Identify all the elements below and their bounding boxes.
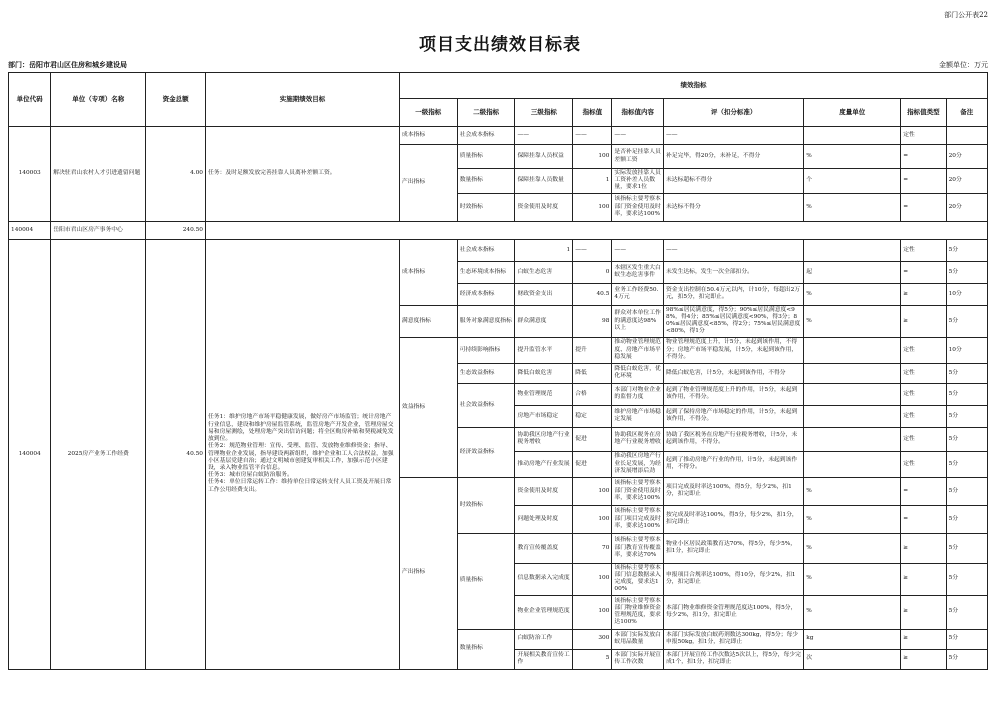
amount-cell: 240.50 bbox=[146, 221, 206, 239]
level2-cell: 质量指标 bbox=[457, 145, 515, 169]
type-cell: 定性 bbox=[901, 337, 946, 363]
measure-cell: % bbox=[804, 145, 901, 169]
level3-cell: 协助我区房地产行业税务增收 bbox=[515, 427, 573, 451]
content-cell: 该指标主要考察本部门项目完成及时率，要求达100% bbox=[612, 505, 664, 533]
measure-cell bbox=[804, 337, 901, 363]
note-cell: 5分 bbox=[946, 595, 987, 629]
level2-cell: 社会效益指标 bbox=[457, 383, 515, 427]
content-cell: 维护房地产市场稳定发展 bbox=[612, 405, 664, 427]
performance-table bbox=[8, 72, 988, 670]
value-cell: 提升 bbox=[573, 337, 612, 363]
type-cell: ≥ bbox=[901, 283, 946, 305]
type-cell: ≥ bbox=[901, 649, 946, 669]
content-cell: 本部门实际发放白蚁用品数量 bbox=[612, 629, 664, 649]
level3-cell: 资金使用及时度 bbox=[515, 193, 573, 221]
measure-cell: % bbox=[804, 283, 901, 305]
target-cell: 任务1：维护房地产市场平稳健康发展，做好房产市场监管；统计房地产行业信息，建设和维护房屋监管系统，监管房地产开发企业，管理房屋交易和房屋测绘，处理房地产突出信访问题；将全区购房补贴和契税减免发放到位。 任务2：规范物业管理：宣传、受理、监管、发放物业维修资金；指导、管理物业企业发展，指导建设两新组织，维护企业和工人合法权益，加强小区基层党建自治；通过文明城市创建复审相关工作，加强示范小区建设，录入物业监管平台信息。 任务3：城市房屋白蚁防治服务。 任务4：单位日常运转工作：维持单位日常运转支付人员工资及开展日常工作公用经费支出。 bbox=[206, 239, 400, 669]
level2-cell: 时效指标 bbox=[457, 193, 515, 221]
measure-cell: % bbox=[804, 533, 901, 563]
content-cell: —— bbox=[612, 127, 664, 145]
content-cell: 本部门实际开展宣传工作次数 bbox=[612, 649, 664, 669]
score-cell: 协助了我区税务在房地产行业税务增收，计5分，未起到该作用，不得分。 bbox=[663, 427, 803, 451]
content-cell: 本部门对物业企业的监督力度 bbox=[612, 383, 664, 405]
measure-cell bbox=[804, 451, 901, 477]
note-cell: 5分 bbox=[946, 363, 987, 383]
note-cell: 5分 bbox=[946, 239, 987, 261]
value-cell: 100 bbox=[573, 563, 612, 595]
note-cell: 5分 bbox=[946, 383, 987, 405]
note-cell: 10分 bbox=[946, 337, 987, 363]
value-cell: 100 bbox=[573, 193, 612, 221]
value-cell: 40.5 bbox=[573, 283, 612, 305]
header-target: 实施期绩效目标 bbox=[206, 73, 400, 127]
level3-cell: 白蚁防治工作 bbox=[515, 629, 573, 649]
level3-cell: 推动房地产行业发展 bbox=[515, 451, 573, 477]
content-cell: 该指标主要考察本部门教育宣传覆盖率，要求达70% bbox=[612, 533, 664, 563]
content-cell: 该指标主要考察本部门资金使用及时率，要求达100% bbox=[612, 193, 664, 221]
type-cell: ≥ bbox=[901, 533, 946, 563]
value-cell: —— bbox=[573, 239, 612, 261]
level3-cell: 提升监管水平 bbox=[515, 337, 573, 363]
header-level3: 三级指标 bbox=[515, 99, 573, 127]
value-cell: 100 bbox=[573, 505, 612, 533]
level3-cell: 信息数据录入完成度 bbox=[515, 563, 573, 595]
amount-cell: 4.00 bbox=[146, 127, 206, 222]
measure-cell: kg bbox=[804, 629, 901, 649]
level1-cell: 成本指标 bbox=[399, 239, 457, 305]
score-cell: 本部门实际发放白蚁药剂数达300kg，得5分；每少申报50kg，扣1分，扣完即止 bbox=[663, 629, 803, 649]
level2-cell: 可持续影响指标 bbox=[457, 337, 515, 363]
table-row bbox=[9, 221, 988, 239]
score-cell: 物业小区居民政策教育达70%，得5分，每少5%，扣1分，扣完即止 bbox=[663, 533, 803, 563]
level1-cell: 成本指标 bbox=[399, 127, 457, 145]
measure-cell: 个 bbox=[804, 169, 901, 194]
content-cell: 是否补足挂靠人员差额工资 bbox=[612, 145, 664, 169]
note-cell: 10分 bbox=[946, 283, 987, 305]
header-content: 指标值内容 bbox=[612, 99, 664, 127]
value-cell: 300 bbox=[573, 629, 612, 649]
content-cell: 该指标主要考察本部门物业维修资金管理规范度，要求达100% bbox=[612, 595, 664, 629]
header-type: 指标值类型 bbox=[901, 99, 946, 127]
type-cell: = bbox=[901, 169, 946, 194]
measure-cell: % bbox=[804, 505, 901, 533]
score-cell: 起到了推动房地产行业的作用，计5分，未起到该作用，不得分。 bbox=[663, 451, 803, 477]
value-cell: 5 bbox=[573, 649, 612, 669]
project-name-cell: 2025房产业务工作经费 bbox=[51, 239, 146, 669]
score-cell: 未达标不得分 bbox=[663, 193, 803, 221]
value-cell: 降低 bbox=[573, 363, 612, 383]
note-cell: 20分 bbox=[946, 169, 987, 194]
note-cell: 5分 bbox=[946, 563, 987, 595]
content-cell: 推动物业管理规范度、房地产市场平稳发展 bbox=[612, 337, 664, 363]
note-cell: 5分 bbox=[946, 629, 987, 649]
level1-cell: 满意度指标 bbox=[399, 305, 457, 337]
type-cell: ≥ bbox=[901, 305, 946, 337]
note-cell: 5分 bbox=[946, 649, 987, 669]
value-cell: 100 bbox=[573, 477, 612, 505]
measure-cell bbox=[804, 383, 901, 405]
level3-cell: 降低白蚁危害 bbox=[515, 363, 573, 383]
note-cell: 5分 bbox=[946, 451, 987, 477]
level2-cell: 服务对象满意度指标 bbox=[457, 305, 515, 337]
score-cell: 起到了保持房地产市场稳定的作用，计5分，未起到该作用，不得分。 bbox=[663, 405, 803, 427]
content-cell: 该指标主要考察本部门资金使用及时率，要求达100% bbox=[612, 477, 664, 505]
note-cell: 20分 bbox=[946, 145, 987, 169]
level3-cell: 问题处理及时度 bbox=[515, 505, 573, 533]
level2-cell: 社会成本指标 bbox=[457, 127, 515, 145]
content-cell: 协助我区税务在房地产行业税务增收 bbox=[612, 427, 664, 451]
table-row bbox=[9, 239, 988, 261]
value-cell: 100 bbox=[573, 595, 612, 629]
measure-cell bbox=[804, 363, 901, 383]
level3-cell: 资金使用及时度 bbox=[515, 477, 573, 505]
score-cell: 物业管理规范度上升，计5分，未起到该作用，不得分；房地产市场平稳发展，计5分，未起到该作用，不得分。 bbox=[663, 337, 803, 363]
content-cell: 该指标主要考察本部门信息数据录入完成度，要求达100% bbox=[612, 563, 664, 595]
amount-cell: 40.50 bbox=[146, 239, 206, 669]
form-number: 部门公开表22 bbox=[944, 11, 988, 19]
type-cell: 定性 bbox=[901, 363, 946, 383]
project-name-cell: 解决驻君山农村人才引进遗留问题 bbox=[51, 127, 146, 222]
note-cell: 20分 bbox=[946, 193, 987, 221]
score-cell: 项目完成及时率达100%，得5分，每少2%，扣1分，扣完即止 bbox=[663, 477, 803, 505]
target-cell: 任务：及时足额发放完善挂靠人员离补差额工资。 bbox=[206, 127, 400, 222]
note-cell: 5分 bbox=[946, 533, 987, 563]
value-cell: 稳定 bbox=[573, 405, 612, 427]
score-cell: 按完成及时率达100%，得5分，每少2%，扣1分，扣完即止 bbox=[663, 505, 803, 533]
score-cell: 未达标超标不得分 bbox=[663, 169, 803, 194]
score-cell: 未发生达标，发生一次全部扣分。 bbox=[663, 261, 803, 283]
level3-cell: 物业管理规范 bbox=[515, 383, 573, 405]
score-cell: 降低白蚁危害，计5分，未起到该作用，不得分 bbox=[663, 363, 803, 383]
type-cell: 定性 bbox=[901, 127, 946, 145]
level3-cell: 保障挂靠人员权益 bbox=[515, 145, 573, 169]
header-score: 评（扣分标准） bbox=[663, 99, 803, 127]
unit-code-cell: 140004 bbox=[9, 221, 51, 239]
type-cell: 定性 bbox=[901, 427, 946, 451]
content-cell: —— bbox=[612, 239, 664, 261]
level1-cell: 产出指标 bbox=[399, 477, 457, 669]
level1-cell: 产出指标 bbox=[399, 145, 457, 222]
level3-cell: —— bbox=[515, 127, 573, 145]
type-cell: = bbox=[901, 261, 946, 283]
type-cell: = bbox=[901, 193, 946, 221]
note-cell: 5分 bbox=[946, 505, 987, 533]
value-cell: 70 bbox=[573, 533, 612, 563]
content-cell: 群众对本单位工作的满意度达98%以上 bbox=[612, 305, 664, 337]
level2-cell: 经济成本指标 bbox=[457, 283, 515, 305]
score-cell: —— bbox=[663, 127, 803, 145]
level2-cell: 生态效益指标 bbox=[457, 363, 515, 383]
content-cell: 推动我区房地产行业长足发展，为经济发展增添后劲 bbox=[612, 451, 664, 477]
header-amount: 资金总额 bbox=[146, 73, 206, 127]
type-cell: ≥ bbox=[901, 629, 946, 649]
content-cell: 降低白蚁危害，优化环境 bbox=[612, 363, 664, 383]
page-title: 项目支出绩效目标表 bbox=[419, 35, 581, 55]
type-cell: ≥ bbox=[901, 595, 946, 629]
header-note: 备注 bbox=[946, 99, 987, 127]
level2-cell: 数量指标 bbox=[457, 629, 515, 669]
score-cell: 本部门物业维修资金管理规范度达100%，得5分，每少2%，扣1分，扣完即止 bbox=[663, 595, 803, 629]
note-cell: 5分 bbox=[946, 477, 987, 505]
level3-cell: 保障挂靠人员数量 bbox=[515, 169, 573, 194]
value-cell: 1 bbox=[573, 169, 612, 194]
measure-cell: 次 bbox=[804, 649, 901, 669]
level2-cell: 时效指标 bbox=[457, 477, 515, 533]
type-cell: 定性 bbox=[901, 405, 946, 427]
type-cell: ≥ bbox=[901, 563, 946, 595]
note-cell: 5分 bbox=[946, 405, 987, 427]
header-row-1 bbox=[9, 73, 988, 99]
level2-cell: 社会成本指标 bbox=[457, 239, 515, 261]
content-cell: 实际发放挂靠人员工资补差人员数量，要求1位 bbox=[612, 169, 664, 194]
unit-code-cell: 140003 bbox=[9, 127, 51, 222]
value-cell: —— bbox=[573, 127, 612, 145]
value-cell: 促进 bbox=[573, 451, 612, 477]
header-measure: 度量单位 bbox=[804, 99, 901, 127]
header-name: 单位（专项）名称 bbox=[51, 73, 146, 127]
note-cell: 5分 bbox=[946, 261, 987, 283]
level3-cell: 开展相关教育宣传工作 bbox=[515, 649, 573, 669]
level3-cell: 房地产市场稳定 bbox=[515, 405, 573, 427]
level3-cell: 白蚁生态危害 bbox=[515, 261, 573, 283]
level2-cell: 质量指标 bbox=[457, 533, 515, 629]
level3-cell: 财政资金支出 bbox=[515, 283, 573, 305]
department-label: 部门：岳阳市君山区住房和城乡建设局 bbox=[8, 60, 127, 69]
value-cell: 0 bbox=[573, 261, 612, 283]
note-cell: 5分 bbox=[946, 305, 987, 337]
score-cell: —— bbox=[663, 239, 803, 261]
note-cell bbox=[946, 127, 987, 145]
type-cell: = bbox=[901, 145, 946, 169]
measure-cell: % bbox=[804, 595, 901, 629]
type-cell: 定性 bbox=[901, 239, 946, 261]
measure-cell: 起 bbox=[804, 261, 901, 283]
score-cell: 补足完毕，得20分，未补足，不得分 bbox=[663, 145, 803, 169]
score-cell: 资金支出控制在50.4万元以内，计10分，每超出2万元，扣5分，扣完即止。 bbox=[663, 283, 803, 305]
note-cell: 5分 bbox=[946, 427, 987, 451]
type-cell: = bbox=[901, 477, 946, 505]
header-value: 指标值 bbox=[573, 99, 612, 127]
score-cell: 申报项目合规率达100%，得10分，每少2%，扣1分，扣完即止 bbox=[663, 563, 803, 595]
measure-cell bbox=[804, 427, 901, 451]
score-cell: 起到了物业管理规范度上升的作用，计5分，未起到该作用，不得分。 bbox=[663, 383, 803, 405]
level3-cell: 群众满意度 bbox=[515, 305, 573, 337]
measure-cell bbox=[804, 127, 901, 145]
value-cell: 100 bbox=[573, 145, 612, 169]
unit-code-cell: 140004 bbox=[9, 239, 51, 669]
score-cell: 98%≤居民满意度，得5分；90%≤居民满意度<98%，得4分；85%≤居民满意度<90%，得3分；80%≤居民满意度<85%，得2分；75%≤居民满意度<80%，得1分 bbox=[663, 305, 803, 337]
measure-cell: % bbox=[804, 477, 901, 505]
header-code: 单位代码 bbox=[9, 73, 51, 127]
level1-cell: 效益指标 bbox=[399, 337, 457, 477]
measure-cell bbox=[804, 405, 901, 427]
measure-cell bbox=[804, 239, 901, 261]
content-cell: 本辖区发生重大白蚁生态危害事件 bbox=[612, 261, 664, 283]
project-name-cell: 岳阳市君山区房产事务中心 bbox=[51, 221, 146, 239]
type-cell: = bbox=[901, 505, 946, 533]
level2-cell: 数量指标 bbox=[457, 169, 515, 194]
type-cell: 定性 bbox=[901, 383, 946, 405]
level2-cell: 生态环境成本指标 bbox=[457, 261, 515, 283]
level2-cell: 经济效益指标 bbox=[457, 427, 515, 477]
level3-cell: 教育宣传覆盖度 bbox=[515, 533, 573, 563]
header-level2: 二级指标 bbox=[457, 99, 515, 127]
measure-cell: % bbox=[804, 305, 901, 337]
header-indicators: 绩效指标 bbox=[399, 73, 987, 99]
measure-cell: % bbox=[804, 563, 901, 595]
measure-cell: % bbox=[804, 193, 901, 221]
value-cell: 促进 bbox=[573, 427, 612, 451]
currency-unit-label: 金额单位：万元 bbox=[939, 61, 988, 69]
level3-cell: 物业企业管理规范度 bbox=[515, 595, 573, 629]
table-row bbox=[9, 127, 988, 145]
value-cell: 合格 bbox=[573, 383, 612, 405]
content-cell: 业务工作经费50.4万元 bbox=[612, 283, 664, 305]
value-cell: 98 bbox=[573, 305, 612, 337]
empty-cell bbox=[206, 221, 988, 239]
type-cell: 定性 bbox=[901, 451, 946, 477]
level3-cell: 1 bbox=[515, 239, 573, 261]
header-level1: 一级指标 bbox=[399, 99, 457, 127]
score-cell: 本部门开展宣传工作次数达5次以上，得5分，每少完成1个，扣1分，扣完即止 bbox=[663, 649, 803, 669]
